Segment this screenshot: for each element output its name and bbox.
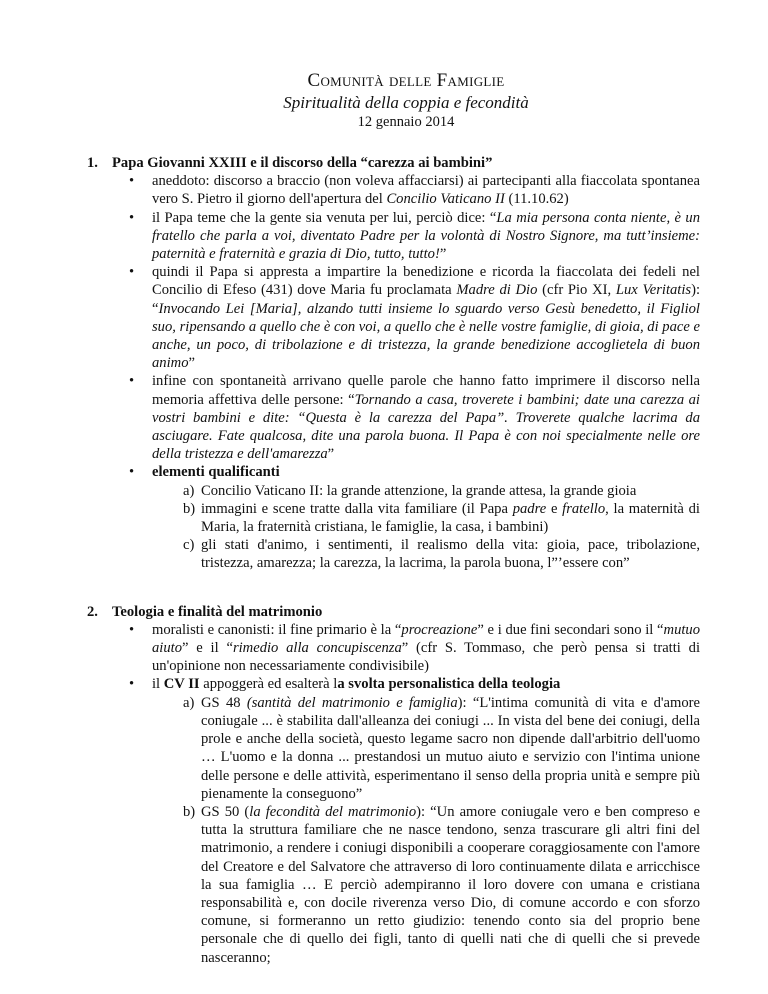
lettered-item — [183, 482, 700, 500]
lettered-item — [183, 803, 700, 967]
item-text: gli stati d'animo, i sentimenti, il realismo della vita: gioia, pace, tribolazione, tristezza, amarezza; la carezza, la lacrima, la parola buona, l”’essere con” — [201, 537, 700, 572]
document-body — [87, 154, 701, 967]
document-subtitle: Spiritualità della coppia e fecondità — [283, 93, 529, 112]
lettered-item — [183, 694, 700, 803]
bullet-icon: • — [129, 464, 135, 481]
document-header — [112, 70, 700, 132]
bullet-item — [112, 172, 700, 208]
bullet-item — [112, 675, 700, 966]
bullet-text: infine con spontaneità arrivano quelle parole che hanno fatto imprimere il discorso nella memoria affettiva delle persone: “Tornando a casa, troverete i bambini; date una carezza ai vostri bambini e dite: “Questa è la carezza del Papa”. Troverete qualche lacrima da asciugare. Fate qualcosa, dite una parola buona. Il Papa è con noi specialmente nelle ore della tristezza e dell'amarezza” — [152, 373, 700, 463]
bullet-text: elementi qualificanti — [152, 464, 280, 481]
item-letter: c) — [183, 537, 195, 554]
section-title: Teologia e finalità del matrimonio — [112, 603, 323, 620]
document-date: 12 gennaio 2014 — [357, 114, 455, 130]
section-2 — [87, 603, 701, 967]
item-text: GS 48 (santità del matrimonio e famiglia): “L'intima comunità di vita e d'amore coniugale ... è stabilita dall'alleanza dei coniugi ... In vista del bene dei coniugi, della prole e anche della società, questo legame sacro non dipende dall'arbitrio dell'uomo … L'uomo e la donna ... prestandosi un mutuo aiuto e servizio con l'intima unione delle persone e delle attività, esperimentano il senso della propria unità e sempre più pienamente la conseguono” — [201, 694, 700, 802]
bullet-icon: • — [129, 676, 135, 693]
section-1 — [87, 154, 701, 573]
item-text: immagini e scene tratte dalla vita familiare (il Papa padre e fratello, la maternità di Maria, la fraternità cristiana, le famiglie, la casa, i bambini) — [201, 500, 700, 536]
lettered-item — [183, 500, 700, 536]
bullet-text: il Papa teme che la gente sia venuta per lui, perciò dice: “La mia persona conta niente, è un fratello che parla a voi, diventato Padre per la volontà di Nostro Signore, ma tutt’insieme: paternità e fraternità e grazia di Dio, tutto, tutto!” — [152, 209, 700, 263]
section-number: 1. — [87, 155, 98, 171]
bullet-item — [112, 621, 700, 676]
section-title: Papa Giovanni XXIII e il discorso della “carezza ai bambini” — [112, 155, 493, 171]
item-letter: a) — [183, 694, 195, 711]
bullet-item — [112, 372, 700, 463]
bullet-text: aneddoto: discorso a braccio (non voleva affacciarsi) ai partecipanti alla fiaccolata spontanea vero S. Pietro il giorno dell'apertura del Concilio Vaticano II (11.10.62) — [152, 173, 700, 208]
bullet-item — [112, 463, 700, 572]
lettered-item — [183, 536, 700, 572]
lettered-list — [183, 694, 700, 967]
bullet-icon: • — [129, 173, 135, 190]
item-letter: b) — [183, 803, 196, 820]
bullet-text: moralisti e canonisti: il fine primario è la “procreazione” e i due fini secondari sono il “mutuo aiuto” e il “rimedio alla concupiscenza” (cfr S. Tommaso, che però pensa si tratti di un'opinione non necessariamente condivisibile) — [152, 621, 701, 675]
item-letter: b) — [183, 500, 196, 517]
lettered-list — [183, 482, 700, 573]
section-number: 2. — [87, 603, 98, 620]
item-text: Concilio Vaticano II: la grande attenzione, la grande attesa, la grande gioia — [201, 482, 637, 499]
document-title: Comunità delle Famiglie — [307, 70, 505, 91]
bullet-list — [112, 172, 700, 572]
bullet-text: quindi il Papa si appresta a impartire la benedizione e ricorda la fiaccolata dei fedeli nel Concilio di Efeso (431) dove Maria fu proclamata Madre di Dio (cfr Pio XI, Lux Veritatis): “Invocando Lei [Maria], alzando tutti insieme lo sguardo verso Gesù benedetto, il Figliol suo, ripensando a quello che è con voi, a quello che è nelle vostre famiglie, di gioia, di pace e anche, un poco, di tribolazione e di tristezza, la grande benedizione accoglietela di buon animo” — [152, 264, 701, 372]
bullet-icon: • — [129, 621, 135, 638]
item-text: GS 50 (la fecondità del matrimonio): “Un amore coniugale vero e ben compreso e tutta la struttura familiare che ne nasce tendono, senza trascurare gli altri fini del matrimonio, a rendere i coniugi disponibili a cooperare coraggiosamente con l'amore del Creatore e del Salvatore che attraverso di loro continuamente dilata e arricchisce la sua famiglia … E perciò adempiranno il loro dovere con umana e cristiana responsabilità e, con docile riverenza verso Dio, di comune accordo e con sforzo comune, si formeranno un retto giudizio: tenendo conto sia del proprio bene personale che di quello dei figli, tanto di quelli nati che di quelli che si prevede nasceranno; — [201, 803, 701, 966]
bullet-icon: • — [129, 264, 135, 281]
bullet-icon: • — [129, 209, 135, 226]
bullet-list — [112, 621, 700, 967]
bullet-item — [112, 209, 700, 264]
section-heading — [87, 603, 700, 621]
bullet-text: il CV II appoggerà ed esalterà la svolta personalistica della teologia — [152, 676, 561, 693]
bullet-icon: • — [129, 373, 135, 390]
bullet-item — [112, 263, 700, 372]
section-heading — [87, 154, 700, 172]
item-letter: a) — [183, 482, 195, 499]
